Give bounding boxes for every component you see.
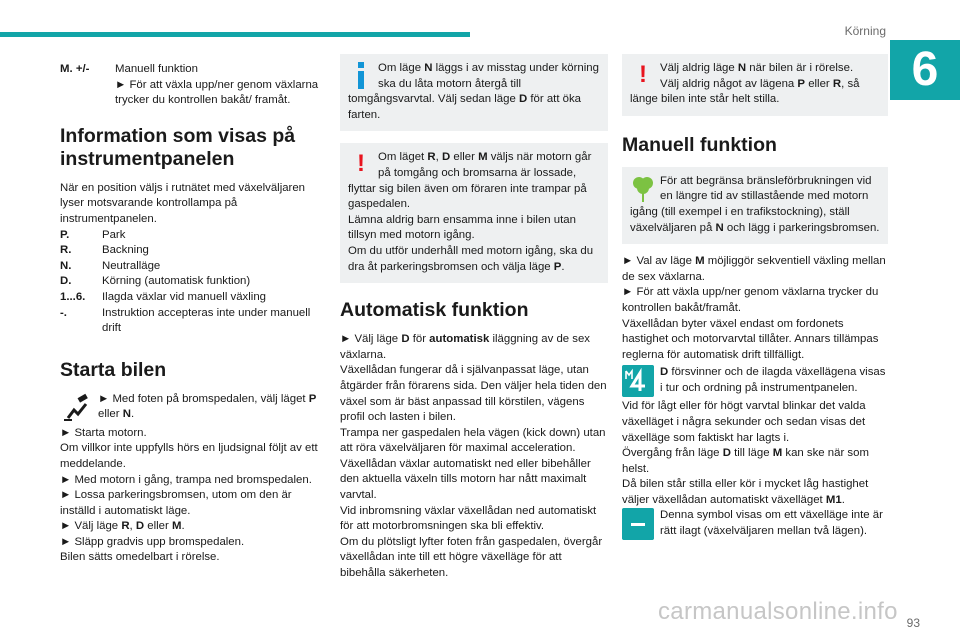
eco-note-box: För att begränsa bränsleförbrukningen vid en längre tid av stillastående med motorn igång (till exempel i en trafikstockning), ställ växelväljaren på N och lägg i parkeringsbromsen. <box>622 167 888 244</box>
page-number: 93 <box>906 616 920 630</box>
definition-row <box>60 306 326 337</box>
definition-row <box>60 259 326 275</box>
definition-row <box>60 290 326 306</box>
definition-term: P. <box>60 228 70 241</box>
definition-row <box>60 274 326 290</box>
definition-row <box>60 243 326 259</box>
column-1 <box>60 62 326 566</box>
foot-on-brake-icon <box>60 392 92 424</box>
definition-line: ► För att växla upp/ner genom växlarna trycker du kontrollen bakåt/ framåt. <box>115 78 319 107</box>
info-note-box: Om läge N läggs i av misstag under körning ska du låta motorn återgå till tomgångsvarvtal. Välj sedan läge D för att öka farten. <box>340 54 608 131</box>
definition-row <box>60 228 326 244</box>
header-accent-bar <box>0 32 470 37</box>
definition-desc: Park <box>102 228 126 241</box>
definition-term: M. +/- <box>60 63 90 75</box>
info-intro: När en position väljs i rutnätet med växelväljaren lyser motsvarande kontrollampa på instrumentpanelen. <box>60 181 306 225</box>
definition-term: 1...6. <box>60 290 86 303</box>
definition-desc: Manuell funktion <box>115 63 198 75</box>
info-heading: Information som visas på instrumentpanelen <box>60 124 296 170</box>
definition-term: N. <box>60 259 72 272</box>
definition-desc: Instruktion accepteras inte under manuell drift <box>102 306 311 335</box>
definition-desc: Körning (automatisk funktion) <box>102 275 251 288</box>
definition-term: D. <box>60 275 72 288</box>
definition-term: R. <box>60 244 72 257</box>
gear-not-engaged-icon <box>622 508 654 540</box>
warning-note-box: ! Om läget R, D eller M väljs när motorn går på tomgång och bromsarna är lossade, flyttar sig bilen även om föraren inte trampar på gaspedalen. Lämna aldrig barn ensamma inne i bilen utan tillsyn med motorn igång. Om du utför underhåll med motorn igång, ska du dra åt parkeringsbromsen och välja läge P. <box>340 143 608 283</box>
manual-body: ► Val av läge M möjliggör sekventiell växling mellan de sex växlarna. ► För att växla upp/ner genom växlarna trycker du kontrollen bakåt/framåt. Växellådan byter växel endast om fordonets hastighet och motorvarvtal tillåter. Annars tillämpas reglerna för automatisk drift tillfälligt. D försvinner och de ilagda växellägena visas i tur och ordning på instrumentpanelen. Vid för lågt eller för högt varvtal blinkar det valda växelläget i några sekunder och sedan visas det växelläge som faktiskt har lagts i. Övergång från läge D till läge M kan ske när som helst. Då bilen står stilla eller kör i mycket låg hastighet väljer växellådan automatiskt växelläget M1. Denna symbol visas om ett växelläge inte är rätt ilagt (växelväljaren mellan två lägen). <box>622 254 888 540</box>
watermark: carmanualsonline.info <box>658 598 898 625</box>
gear-indicator-list <box>60 228 326 337</box>
warning-note-box-2: ! Välj aldrig läge N när bilen är i rörelse. Välj aldrig något av lägena P eller R, så länge bilen inte står helt stilla. <box>622 54 888 116</box>
warning-icon: ! <box>639 61 647 88</box>
section-title: Körning <box>844 24 886 38</box>
manual-heading: Manuell funktion <box>622 133 777 156</box>
chapter-tab: 6 <box>890 40 960 100</box>
eco-leaf-icon <box>632 174 654 204</box>
column-3 <box>622 54 888 542</box>
warning-icon: ! <box>357 150 365 178</box>
start-block: ► Med foten på bromspedalen, välj läget P eller N. ► Starta motorn. Om villkor inte uppfylls hörs en ljudsignal följt av ett meddelande. ► Med motorn i gång, trampa ned bromspedalen. ► Lossa parkeringsbromsen, utom om den är inställd i automatiskt läge. ► Välj läge R, D eller M. ► Släpp gradvis upp bromspedalen. Bilen sätts omedelbart i rörelse. <box>60 392 318 564</box>
start-heading: Starta bilen <box>60 358 167 381</box>
mode-definition <box>60 62 326 109</box>
gear-indicator-icon <box>622 365 654 397</box>
column-2: Om läge N läggs i av misstag under körning ska du låta motorn återgå till tomgångsvarvtal. Välj sedan läge D för att öka farten. ! Om läget R, D eller M väljs när motorn går på tomgång och bromsarna är lossade, flyttar sig bilen även om föraren inte trampar på gaspedalen. Lämna aldrig barn ensamma inne i bilen utan tillsyn med motorn igång. Om du utför underhåll med motorn igång, ska du dra åt parkeringsbromsen och välja läge P. Automatisk funktion ► Välj läge D för automatisk iläggning av de sex växlarna. Växellådan fungerar då i självanpassat läge, utan åtgärder från förarens sida. Den väljer hela tiden den växel som är bäst anpassad till körstilen, vägens profil och lasten i bilen. Trampa ner gaspedalen hela vägen (kick down) utan att röra växelväljaren för maximal acceleration. Växellådan växlar automatiskt ned eller bibehåller den aktuella växeln tills motorn har nått maximalt varvtal. Vid inbromsning växlar växellådan ned automatiskt för att motorbromsningen ska bli effektiv. Om du plötsligt lyfter foten från gaspedalen, övergår växellådan inte till ett högre växelläge för att bibehålla säkerheten. <box>340 54 608 582</box>
definition-desc: Backning <box>102 244 149 257</box>
auto-heading: Automatisk funktion <box>340 299 529 322</box>
definition-desc: Neutralläge <box>102 259 161 272</box>
info-icon <box>350 61 372 91</box>
definition-desc: Ilagda växlar vid manuell växling <box>102 290 266 303</box>
definition-term: -. <box>60 306 67 319</box>
